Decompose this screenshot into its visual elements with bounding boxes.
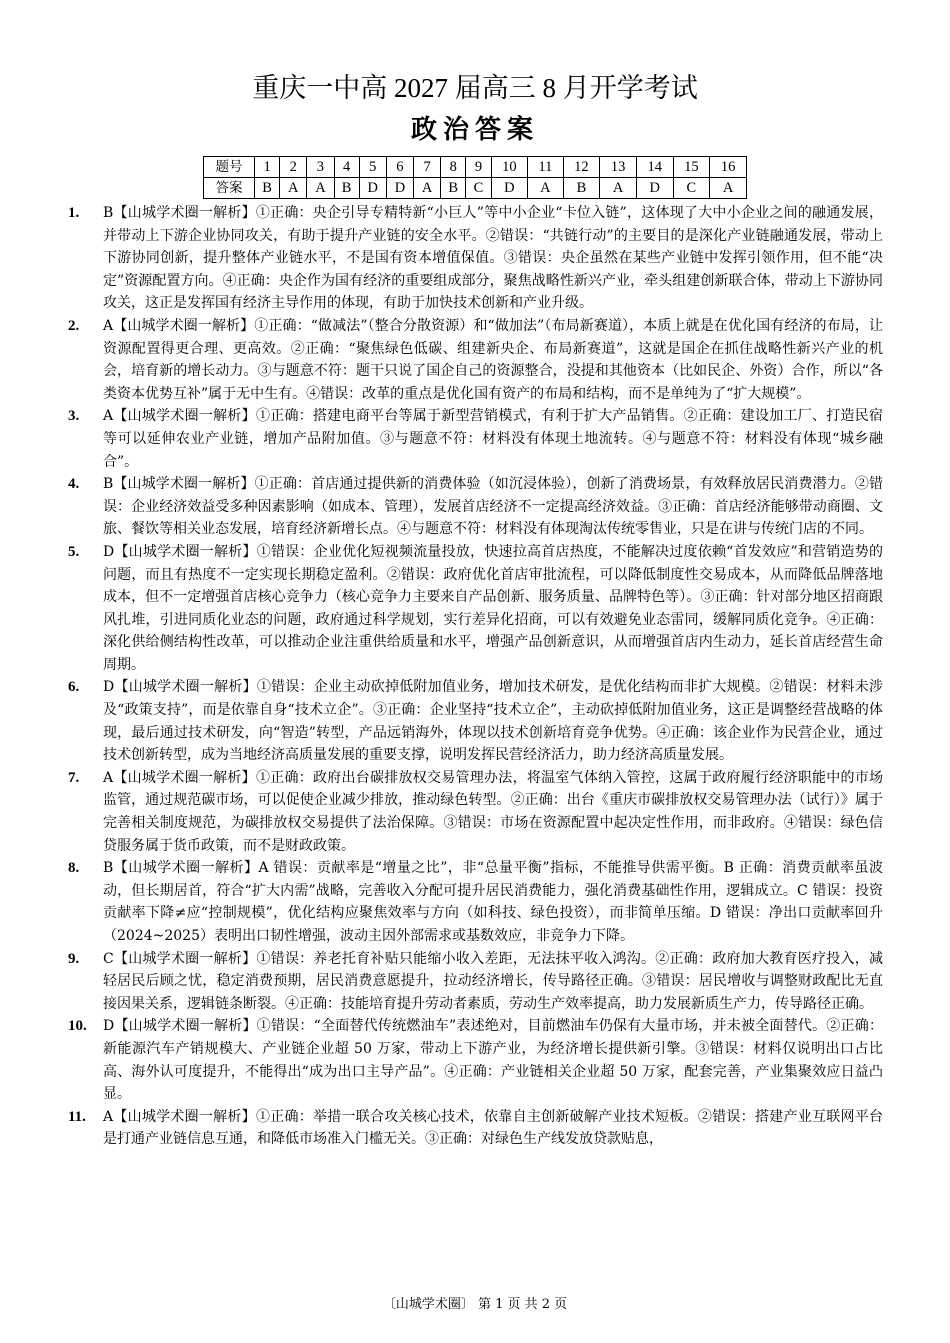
question-number-row	[204, 157, 747, 178]
explanation-text: A【山城学术圈一解析】①正确：政府出台碳排放权交易管理办法，将温室气体纳入管控，这属于政府履行经济职能中的市场监管，通过规范碳市场，可以促使企业减少排放，推动绿色转型。②正确：出台《重庆市碳排放权交易管理办法（试行）》属于完善相关制度规范，为碳排放权交易提供了法治保障。③错误：市场在资源配置中起决定性作用，而非政府。④错误：绿色信贷服务属于货币政策，而不是财政政策。	[103, 769, 883, 854]
explanation-item	[0, 541, 950, 677]
question-number: 10.	[68, 1018, 87, 1035]
explanation-item	[0, 1106, 950, 1151]
explanation-item	[0, 1015, 950, 1105]
answer-cell: A	[710, 178, 747, 199]
explanation-text: A【山城学术圈一解析】①正确：举措一联合攻关核心技术，依靠自主创新破解产业技术短板。②错误：搭建产业互联网平台是打通产业链信息互通，和降低市场准入门槛无关。③正确：对绿色生产线发放贷款贴息，	[103, 1108, 883, 1148]
answer-cell: D	[359, 178, 386, 199]
answer-cell: B	[563, 178, 600, 199]
question-number: 11.	[68, 1108, 86, 1125]
question-number: 6.	[68, 679, 80, 696]
explanation-item	[0, 948, 950, 1016]
question-number: 1.	[68, 205, 80, 221]
answer-cell: B	[334, 178, 359, 199]
answer-cell: B	[441, 178, 466, 199]
explanation-text: B【山城学术圈一解析】A 错误：贡献率是“增量之比”，非“总量平衡”指标，不能推导供需平衡。B 正确：消费贡献率虽波动，但长期居首，符合“扩大内需”战略，完善收入分配可提升居民消费能力，强化消费基础性作用，逻辑成立。C 错误：投资贡献率下降≠应“控制规模”，优化结构应聚焦效率与方向（如科技、绿色投资），而非简单压缩。D 错误：净出口贡献率回升（2024~2025）表明出口韧性增强，波动主因外部需求或基数效应，非竞争力下降。	[103, 860, 883, 944]
question-number: 7.	[68, 769, 80, 786]
explanation-item	[0, 473, 950, 541]
explanation-text: A【山城学术圈一解析】①正确：“做减法”（整合分散资源）和“做加法”（布局新赛道），本质上就是在优化国有经济的布局，让资源配置得更合理、更高效。②正确：“聚焦绿色低碳、组建新央企、布局新赛道”，这就是国企在抓住战略性新兴产业的机会，培育新的增长动力。③与题意不符：题干只说了国企自己的资源整合，没提和其他资本（比如民企、外资）合作，所以“各类资本优势互补”属于无中生有。④错误：改革的重点是优化国有资产的布局和结构，而不是单纯为了“扩大规模”。	[103, 317, 883, 402]
explanation-item	[0, 405, 950, 473]
question-cell: 4	[334, 157, 359, 178]
question-label-cell: 题号	[204, 157, 255, 178]
question-cell: 8	[441, 157, 466, 178]
explanation-text: D【山城学术圈一解析】①错误：“全面替代传统燃油车”表述绝对，目前燃油车仍保有大量市场，并未被全面替代。②正确：新能源汽车产销规模大、产业链企业超 50 万家，带动上下游产业，为经济增长提供新引擎。③错误：材料仅说明出口占比高、海外认可度提升，不能得出“成为出口主导产品”。④正确：产业链相关企业超 50 万家，配套完善，产业集聚效应日益凸显。	[103, 1018, 883, 1103]
explanation-list	[0, 202, 950, 1151]
question-cell: 7	[414, 157, 441, 178]
question-cell: 9	[466, 157, 491, 178]
answer-cell: A	[280, 178, 307, 199]
question-number: 3.	[68, 408, 80, 425]
explanation-text: B【山城学术圈一解析】①正确：央企引导专精特新“小巨人”等中小企业“卡位入链”，这体现了大中小企业之间的融通发展，并带动上下游企业协同攻关，有助于提升产业链的安全水平。②错误：“共链行动”的主要目的是深化产业链融通发展，带动上下游协同创新，提升整体产业链水平，不是国有资本增值保值。③错误：央企虽然在某些产业链中发挥引领作用，但不能“决定”资源配置方向。④正确：央企作为国有经济的重要组成部分，聚焦战略性新兴产业，牵头组建创新联合体，带动上下游协同攻关，这正是发挥国有经济主导作用的体现，有助于加快技术创新和产业升级。	[103, 205, 883, 312]
explanation-item	[0, 767, 950, 857]
answer-key-table	[203, 156, 747, 199]
page-title: 重庆一中高 2027 届高三 8 月开学考试	[252, 73, 698, 103]
question-cell: 13	[600, 157, 637, 178]
answer-cell: D	[386, 178, 413, 199]
question-cell: 1	[255, 157, 280, 178]
explanation-text: B【山城学术圈一解析】①正确：首店通过提供新的消费体验（如沉浸体验），创新了消费场景，有效释放居民消费潜力。②错误：企业经济效益受多种因素影响（如成本、管理），发展首店经济不一定提高经济效益。③正确：首店经济能够带动商圈、文旅、餐饮等相关业态发展，培育经济新增长点。④与题意不符：材料没有体现淘汰传统零售业，只是在讲与传统门店的不同。	[103, 476, 883, 538]
question-number: 9.	[68, 950, 80, 967]
explanation-text: D【山城学术圈一解析】①错误：企业优化短视频流量投放，快速拉高首店热度，不能解决过度依赖“首发效应”和营销造势的问题，而且有热度不一定实现长期稳定盈利。②错误：政府优化首店审批流程，可以降低制度性交易成本，从而降低品牌落地成本，但不一定增强首店核心竞争力（核心竞争力主要来自产品创新、服务质量、品牌特色等）。③正确：针对部分地区招商跟风扎堆，引进同质化业态的问题，政府通过科学规划，实行差异化招商，可以有效避免业态雷同，缓解同质化竞争。④正确：深化供给侧结构性改革，可以推动企业注重供给质量和水平，增强产品创新意识，从而增强首店内生动力，延长首店经营生命周期。	[103, 543, 883, 673]
question-number: 5.	[68, 543, 80, 560]
answer-cell: A	[528, 178, 563, 199]
question-cell: 2	[280, 157, 307, 178]
answer-row	[204, 178, 747, 199]
explanation-text: C【山城学术圈一解析】①错误：养老托育补贴只能缩小收入差距，无法抹平收入鸿沟。②正确：政府加大教育医疗投入，减轻居民后顾之忧，稳定消费预期，居民消费意愿提升，拉动经济增长，传导路径正确。③错误：居民增收与调整财政配比无直接因果关系，逻辑链条断裂。④正确：技能培育提升劳动者素质，劳动生产效率提高，助力发展新质生产力，传导路径正确。	[103, 950, 883, 1012]
question-cell: 12	[563, 157, 600, 178]
explanation-item	[0, 315, 950, 405]
question-cell: 16	[710, 157, 747, 178]
explanation-item	[0, 202, 950, 315]
answer-cell: A	[414, 178, 441, 199]
answer-cell: A	[307, 178, 334, 199]
question-cell: 15	[673, 157, 710, 178]
question-cell: 6	[386, 157, 413, 178]
answer-cell: A	[600, 178, 637, 199]
explanation-item	[0, 857, 950, 947]
question-cell: 10	[491, 157, 528, 178]
question-number: 8.	[68, 860, 80, 877]
question-cell: 11	[528, 157, 563, 178]
answer-cell: D	[636, 178, 673, 199]
page-footer: 〔山城学术圈〕 第 1 页 共 2 页	[382, 1297, 568, 1312]
question-cell: 3	[307, 157, 334, 178]
answer-label-cell: 答案	[204, 178, 255, 199]
answer-cell: C	[673, 178, 710, 199]
explanation-item	[0, 676, 950, 766]
answer-cell: C	[466, 178, 491, 199]
question-number: 2.	[68, 317, 80, 334]
explanation-text: D【山城学术圈一解析】①错误：企业主动砍掉低附加值业务，增加技术研发，是优化结构而非扩大规模。②错误：材料未涉及“政策支持”，而是依靠自身“技术立企”。③正确：企业坚持“技术立企”，主动砍掉低附加值业务，这正是调整经营战略的体现，最后通过技术研发，向“智造”转型，产品远销海外，体现以技术创新培育竞争优势。④正确：该企业作为民营企业，通过技术创新转型，成为当地经济高质量发展的重要支撑，说明发挥民营经济活力，助力经济高质量发展。	[103, 679, 883, 764]
question-cell: 14	[636, 157, 673, 178]
explanation-text: A【山城学术圈一解析】①正确：搭建电商平台等属于新型营销模式，有利于扩大产品销售。②正确：建设加工厂、打造民宿等可以延伸农业产业链，增加产品附加值。③与题意不符：材料没有体现土地流转。④与题意不符：材料没有体现“城乡融合”。	[103, 408, 883, 470]
answer-cell: B	[255, 178, 280, 199]
question-cell: 5	[359, 157, 386, 178]
question-number: 4.	[68, 476, 80, 493]
page-subtitle: 政治答案	[410, 115, 539, 145]
answer-cell: D	[491, 178, 528, 199]
